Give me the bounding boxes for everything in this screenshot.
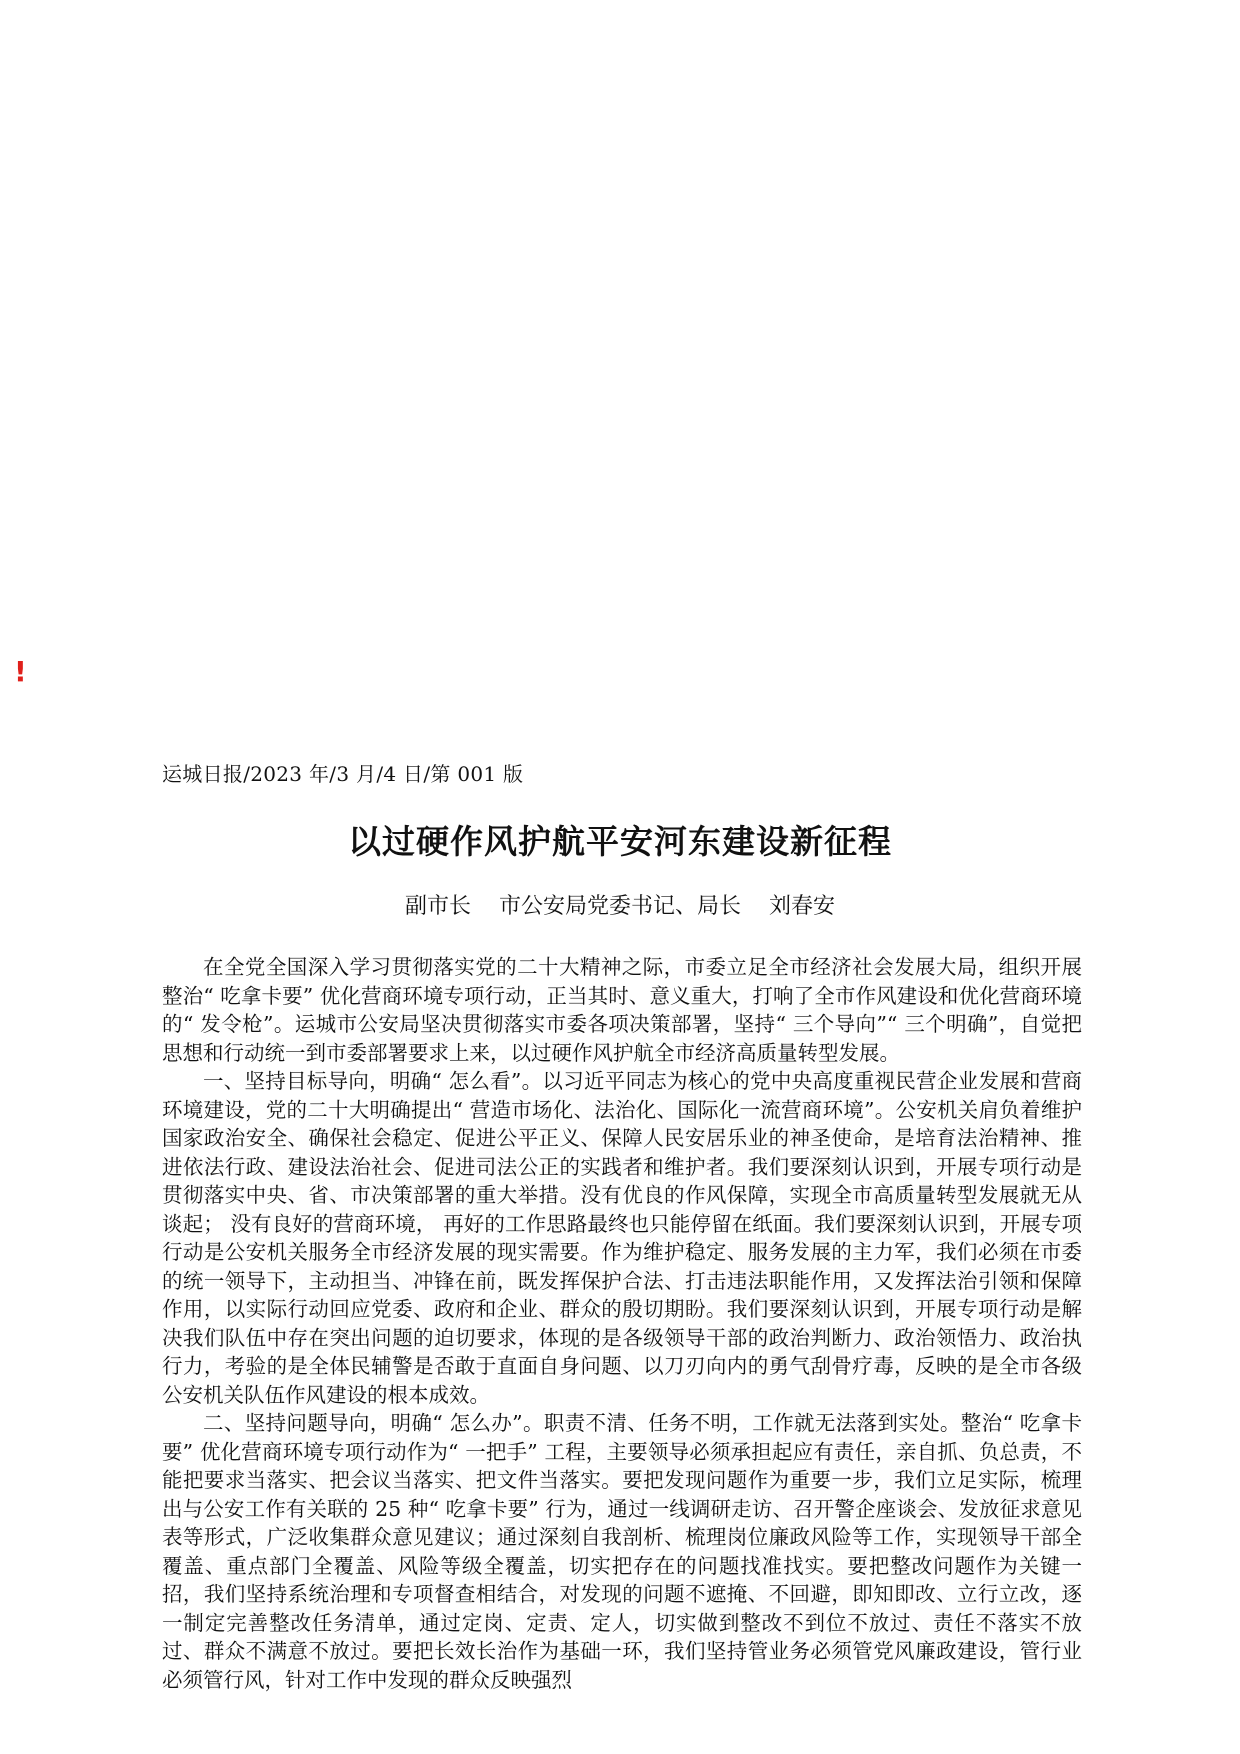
paragraph-intro: 在全党全国深入学习贯彻落实党的二十大精神之际，市委立足全市经济社会发展大局，组织开展整治“ 吃拿卡要” 优化营商环境专项行动，正当其时、意义重大，打响了全市作风建设和优化营商环境的“ 发令枪”。运城市公安局坚决贯彻落实市委各项决策部署，坚持“ 三个导向”“ 三个明确”，自觉把思想和行动统一到市委部署要求上来，以过硬作风护航全市经济高质量转型发展。	[162, 955, 1082, 1065]
paragraph-section-two: 二、坚持问题导向，明确“ 怎么办”。职责不清、任务不明，工作就无法落到实处。整治“ 吃拿卡要” 优化营商环境专项行动作为“ 一把手” 工程，主要领导必须承担起应有责任，亲自抓、负总责，不能把要求当落实、把会议当落实、把文件当落实。要把发现问题作为重要一步，我们立足实际，梳理出与公安工作有关联的 25 种“ 吃拿卡要” 行为，通过一线调研走访、召开警企座谈会、发放征求意见表等形式，广泛收集群众意见建议；通过深刻自我剖析、梳理岗位廉政风险等工作，实现领导干部全覆盖、重点部门全覆盖、风险等级全覆盖，切实把存在的问题找准找实。要把整改问题作为关键一招，我们坚持系统治理和专项督查相结合，对发现的问题不遮掩、不回避，即知即改、立行立改，逐一制定完善整改任务清单，通过定岗、定责、定人，切实做到整改不到位不放过、责任不落实不放过、群众不满意不放过。要把长效长治作为基础一环，我们坚持管业务必须管党风廉政建设，管行业必须管行风，针对工作中发现的群众反映强烈	[162, 1411, 1082, 1692]
exclamation-mark: !	[14, 655, 27, 688]
article-body	[162, 953, 1082, 1754]
author-byline: 副市长 市公安局党委书记、局长 刘春安	[405, 894, 835, 919]
paragraph-section-one: 一、坚持目标导向，明确“ 怎么看”。以习近平同志为核心的党中央高度重视民营企业发展和营商环境建设，党的二十大明确提出“ 营造市场化、法治化、国际化一流营商环境”。公安机关肩负着维护国家政治安全、确保社会稳定、促进公平正义、保障人民安居乐业的神圣使命，是培育法治精神、推进依法行政、建设法治社会、促进司法公正的实践者和维护者。我们要深刻认识到，开展专项行动是贯彻落实中央、省、市决策部署的重大举措。没有优良的作风保障，实现全市高质量转型发展就无从谈起； 没有良好的营商环境， 再好的工作思路最终也只能停留在纸面。我们要深刻认识到，开展专项行动是公安机关服务全市经济发展的现实需要。作为维护稳定、服务发展的主力军，我们必须在市委的统一领导下，主动担当、冲锋在前，既发挥保护合法、打击违法职能作用，又发挥法治引领和保障作用，以实际行动回应党委、政府和企业、群众的殷切期盼。我们要深刻认识到，开展专项行动是解决我们队伍中存在突出问题的迫切要求，体现的是各级领导干部的政治判断力、政治领悟力、政治执行力，考验的是全体民辅警是否敢于直面自身问题、以刀刃向内的勇气刮骨疗毒，反映的是全市各级公安机关队伍作风建设的根本成效。	[162, 1069, 1082, 1407]
article-title: 以过硬作风护航平安河东建设新征程	[348, 822, 892, 861]
source-line: 运城日报/2023 年/3 月/4 日/第 001 版	[162, 762, 524, 786]
